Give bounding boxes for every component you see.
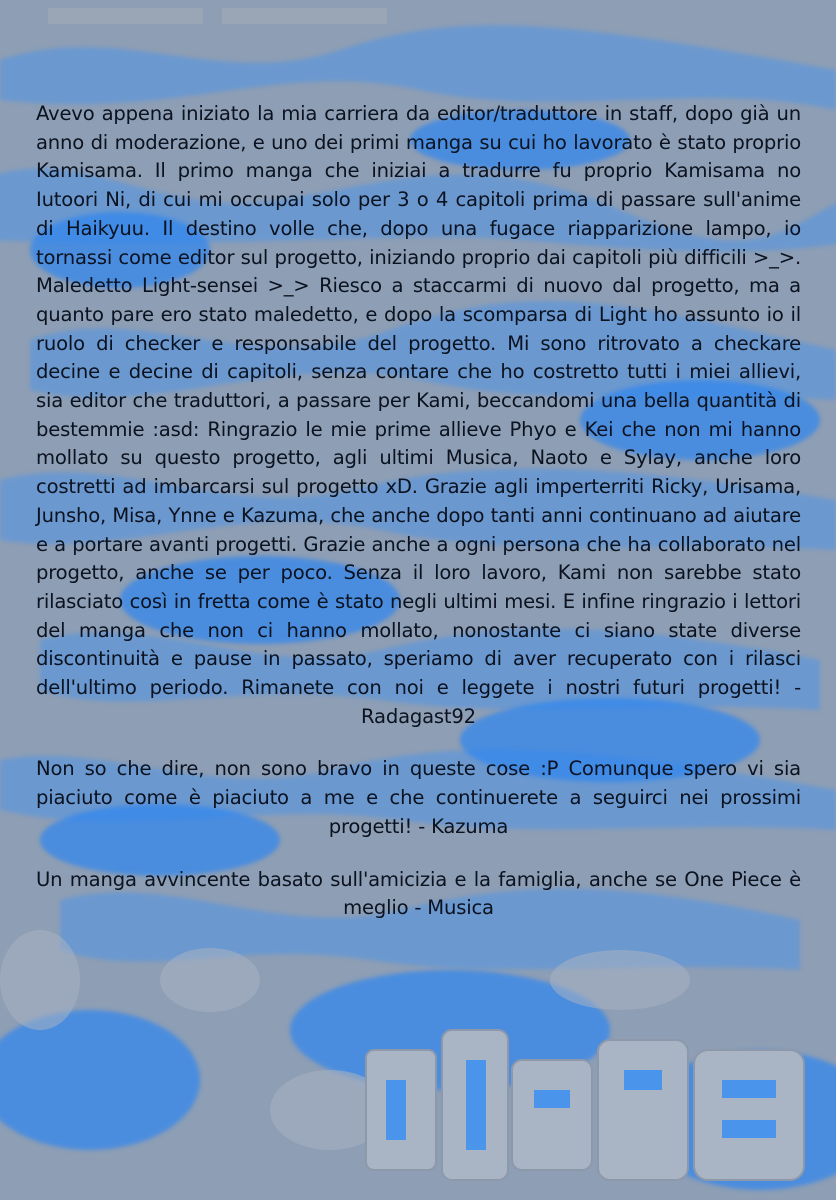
top-decoration-right: [222, 8, 387, 24]
credit-paragraph-radagast: Avevo appena iniziato la mia carriera da editor/traduttore in staff, dopo già un anno di moderazione, e uno dei primi manga su cui ho lavorato è stato proprio Kamisama. Il primo manga che iniziai a tradurre fu proprio Kamisama no Iutoori Ni, di cui mi occupai solo per 3 o 4 capitoli prima di passare sull'anime di Haikyuu. Il destino volle che, dopo una fugace riapparizione lampo, io tornassi come editor sul progetto, iniziando proprio dai capitoli più difficili >_>. Maledetto Light-sensei >_> Riesco a staccarmi di nuovo dal progetto, ma a quanto pare ero stato maledetto, e dopo la scomparsa di Light ho assunto io il ruolo di checker e responsabile del progetto. Mi sono ritrovato a checkare decine e decine di capitoli, senza contare che ho costretto tutti i miei allievi, sia editor che traduttori, a passare per Kami, beccandomi una bella quantità di bestemmie :asd: Ringrazio le mie prime allieve Phyo e Kei che non mi hanno mollato su questo progetto, agli ultimi Musica, Naoto e Sylay, anche loro costretti ad imbarcarsi sul progetto xD. Grazie agli imperterriti Ricky, Urisama, Junsho, Misa, Ynne e Kazuma, che anche dopo tanti anni continuano ad aiutare e a portare avanti progetti. Grazie anche a ogni persona che ha collaborato nel progetto, anche se per poco. Senza il loro lavoro, Kami non sarebbe stato rilasciato così in fretta come è stato negli ultimi mesi. E infine ringrazio i lettori del manga che non ci hanno mollato, nonostante ci siano state diverse discontinuità e pause in passato, speriamo di aver recuperato con i rilasci dell'ultimo periodo. Rimanete con noi e leggete i nostri futuri progetti! - Radagast92: [36, 102, 801, 728]
credit-paragraph-kazuma: Non so che dire, non sono bravo in queste cose :P Comunque spero vi sia piaciuto come è piaciuto a me e che continuerete a seguirci nei prossimi progetti! - Kazuma: [36, 757, 801, 838]
scanlation-logo: [362, 1020, 812, 1190]
top-decoration-left: [48, 8, 203, 24]
credits-text: [36, 100, 801, 947]
credit-paragraph-musica: Un manga avvincente basato sull'amicizia e la famiglia, anche se One Piece è meglio - Musica: [36, 867, 801, 920]
